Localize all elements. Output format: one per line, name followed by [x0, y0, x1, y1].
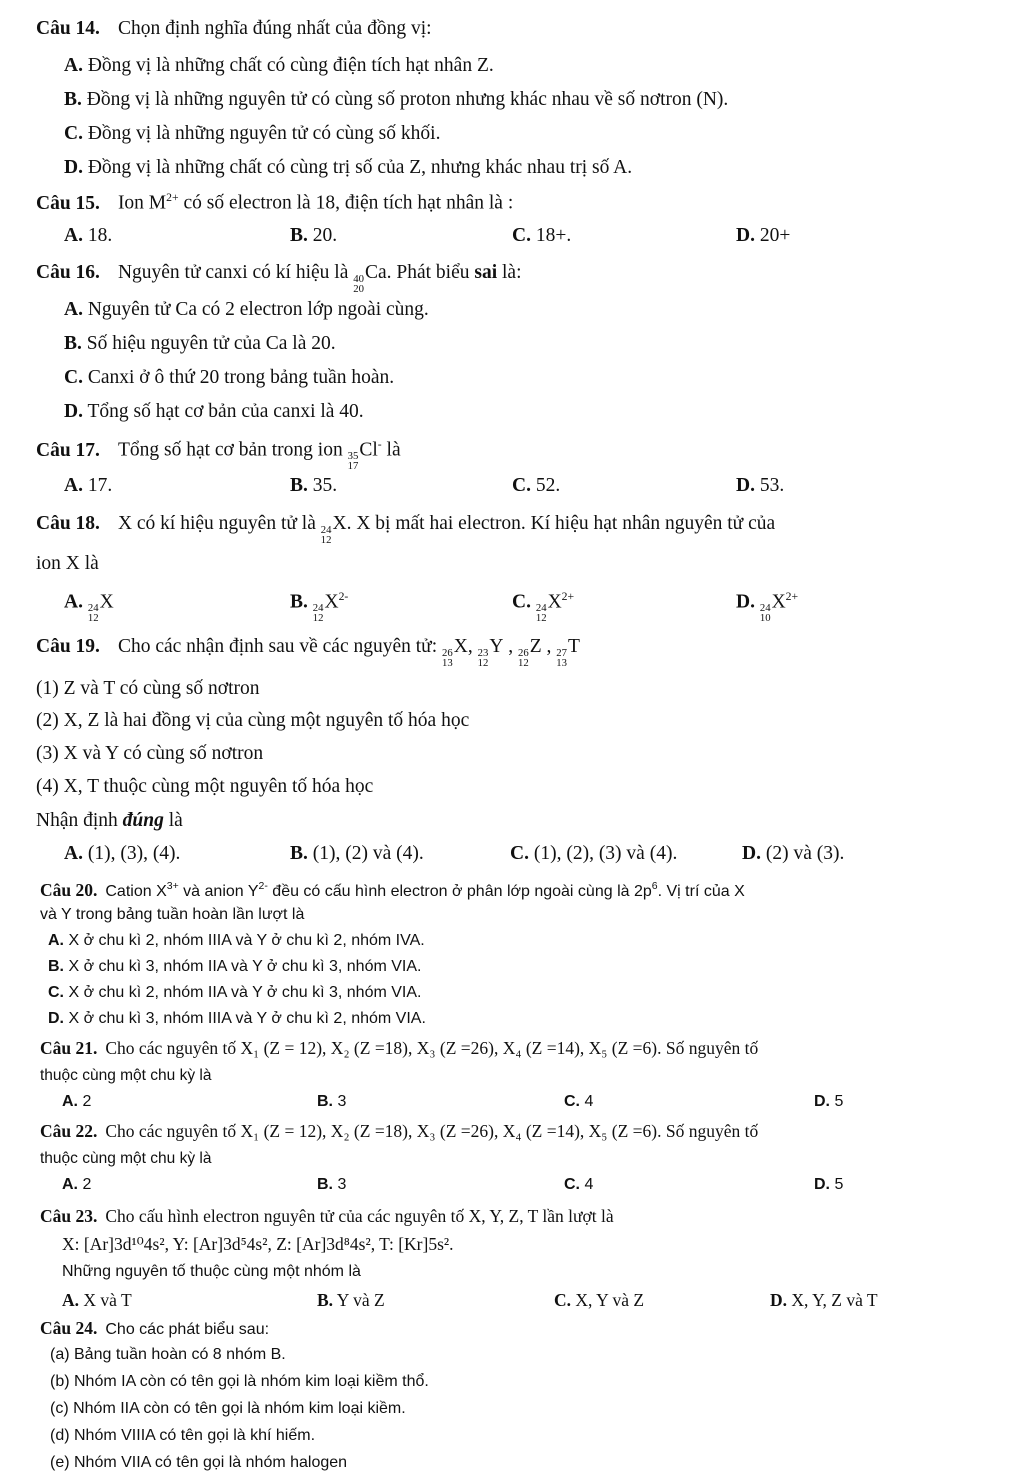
q14-option-a-label: A. [64, 55, 83, 76]
q21-option-d[interactable] [814, 1093, 843, 1111]
q14-option-b[interactable] [64, 89, 728, 111]
q23-option-a-label: A. [62, 1290, 80, 1310]
q21-option-d-text: 5 [834, 1093, 844, 1110]
q21-option-c-text: 4 [584, 1093, 594, 1110]
q23-t-config: [Kr]5s². [398, 1234, 454, 1254]
q21-label: Câu 21. [40, 1038, 98, 1058]
q15-stem-b: có số electron là 18, điện tích hạt nhân là : [178, 192, 514, 214]
q14-option-c-label: C. [64, 123, 83, 144]
q18-nuclide [321, 513, 347, 545]
q18-option-a-z: 12 [87, 612, 99, 625]
q14-option-d-text: Đồng vị là những chất có cùng trị số của Z, nhưng khác nhau trị số A. [87, 157, 633, 178]
q19-option-b[interactable] [290, 843, 424, 865]
q16-stem-b: . Phát biểu [386, 262, 475, 283]
q15-option-a-text: 18. [87, 225, 113, 246]
q16-option-c-text: Canxi ở ô thứ 20 trong bảng tuần hoàn. [87, 367, 395, 388]
q17-option-c[interactable] [512, 475, 560, 497]
q17-option-b[interactable] [290, 475, 337, 497]
q19-prompt-b: là [163, 810, 183, 831]
q17-option-b-label: B. [290, 475, 308, 496]
q18-option-d[interactable] [736, 590, 798, 624]
q22-option-c[interactable] [564, 1176, 593, 1194]
q17-nuc-mass: 35 [347, 450, 359, 463]
q20-option-b-text: X ở chu kì 3, nhóm IIA và Y ở chu kì 3, nhóm VIA. [68, 958, 422, 975]
q16-option-d-label: D. [64, 401, 83, 422]
q21-option-b-text: 3 [337, 1093, 347, 1110]
q19-nuclide-t-z: 13 [556, 656, 568, 669]
q19-option-c-label: C. [510, 843, 529, 864]
q18-option-c-z: 12 [535, 612, 547, 625]
q18-nuc-mass: 24 [320, 523, 332, 536]
q20-option-c[interactable] [48, 984, 421, 1002]
q16-stem-a: Nguyên tử canxi có kí hiệu là [117, 262, 354, 283]
q17-stem-a: Tổng số hạt cơ bản trong ion [117, 439, 348, 461]
q19-statement-4: (4) X, T thuộc cùng một nguyên tố hóa học [36, 776, 374, 797]
q22-option-c-text: 4 [584, 1176, 594, 1193]
q20-option-a-label: A. [48, 932, 64, 949]
q18-option-a-label: A. [64, 591, 83, 613]
q18-option-d-label: D. [736, 591, 755, 613]
q15-stem-sup: 2+ [166, 191, 179, 204]
q15-option-d-text: 20+ [759, 225, 791, 246]
q19-nuclide-y-z: 12 [477, 656, 489, 669]
q19-option-a[interactable] [64, 843, 180, 865]
q23-option-d-label: D. [770, 1290, 788, 1310]
q18-option-c-label: C. [512, 591, 531, 613]
q19-option-c-text: (1), (2), (3) và (4). [533, 843, 678, 864]
q23-option-a-text: X và T [83, 1290, 132, 1310]
q20-sup1: 3+ [166, 880, 179, 893]
q18-option-b-sym: X [324, 591, 339, 613]
q19-nuclide-y-sym: Y [489, 636, 504, 657]
q18-label: Câu 18. [36, 513, 100, 534]
q16-nuc-mass: 40 [353, 272, 364, 285]
q22-option-d-label: D. [814, 1176, 830, 1193]
q23-z-label: , Z: [267, 1234, 297, 1254]
q20-stem-d: . Vị trí của X [657, 883, 745, 900]
q17-nuc-z: 17 [347, 460, 359, 473]
q18-option-c[interactable] [512, 590, 574, 624]
q18-option-c-charge: 2+ [561, 590, 575, 603]
q19-option-d-text: (2) và (3). [765, 843, 845, 864]
q22-option-c-label: C. [564, 1176, 580, 1193]
q18-nuc-z: 12 [320, 533, 332, 546]
q23-label: Câu 23. [40, 1206, 98, 1226]
q16-nuc-z: 20 [353, 282, 364, 295]
q14-option-c-text: Đồng vị là những nguyên tử có cùng số khối. [87, 123, 441, 144]
q16-option-b-text: Số hiệu nguyên tử của Ca là 20. [86, 333, 336, 354]
q18-option-b-nuclide [313, 590, 349, 624]
q18-option-b-z: 12 [312, 612, 324, 625]
q18-option-a-nuclide [88, 590, 114, 624]
q16-stem-line [36, 262, 522, 294]
q18-option-d-z: 10 [759, 612, 771, 625]
q22-stem-line2: thuộc cùng một chu kỳ là [40, 1150, 212, 1167]
q23-option-c-text: X, Y và Z [575, 1290, 645, 1310]
q17-option-d[interactable] [736, 475, 784, 497]
q23-t-label: , T: [370, 1234, 399, 1254]
q16-option-a-label: A. [64, 299, 83, 320]
q19-statement-2: (2) X, Z là hai đồng vị của cùng một nguyên tố hóa học [36, 710, 470, 731]
q19-nuclide-y-mass: 23 [477, 646, 489, 659]
q19-option-a-text: (1), (3), (4). [87, 843, 181, 864]
q24-label: Câu 24. [40, 1318, 98, 1338]
q19-option-b-label: B. [290, 843, 308, 864]
q16-option-c-label: C. [64, 367, 83, 388]
q15-option-b-text: 20. [312, 225, 338, 246]
q18-option-d-nuclide [760, 590, 798, 624]
q15-label: Câu 15. [36, 192, 100, 214]
q22-option-a-text: 2 [82, 1176, 92, 1193]
q16-nuc-sym: Ca [364, 262, 387, 283]
q17-option-c-label: C. [512, 475, 531, 496]
q15-option-d-label: D. [736, 225, 755, 246]
q23-option-a[interactable] [62, 1290, 132, 1311]
q16-option-a[interactable] [64, 299, 429, 321]
q20-option-c-label: C. [48, 984, 64, 1001]
q19-stem: Cho các nhận định sau về các nguyên tử: [117, 636, 438, 657]
q18-option-b-charge: 2- [338, 590, 349, 603]
q16-label: Câu 16. [36, 262, 100, 283]
q14-option-b-text: Đồng vị là những nguyên tử có cùng số proton nhưng khác nhau về số nơtron (N). [86, 89, 729, 110]
q24-statement-b: (b) Nhóm IA còn có tên gọi là nhóm kim loại kiềm thổ. [50, 1373, 429, 1390]
q22-option-d[interactable] [814, 1176, 843, 1194]
q17-option-a[interactable] [64, 475, 112, 497]
q22-option-d-text: 5 [834, 1176, 844, 1193]
q23-y-label: , Y: [164, 1234, 193, 1254]
q17-nuc-charge: - [377, 438, 382, 451]
q18-option-c-mass: 24 [535, 602, 547, 615]
q22-option-b-text: 3 [337, 1176, 347, 1193]
q19-option-c[interactable] [510, 843, 677, 865]
q18-option-b-mass: 24 [312, 602, 324, 615]
q16-option-b-label: B. [64, 333, 82, 354]
q19-nuclide-x-sym: X [453, 636, 468, 657]
q18-option-d-sym: X [771, 591, 786, 613]
q19-label: Câu 19. [36, 636, 100, 657]
q22-option-b[interactable] [317, 1176, 346, 1194]
q15-option-c-label: C. [512, 225, 531, 246]
q17-option-a-text: 17. [87, 475, 113, 496]
q19-option-b-text: (1), (2) và (4). [312, 843, 424, 864]
q15-stem-line [36, 191, 513, 215]
q17-label: Câu 17. [36, 439, 100, 461]
q18-option-a-mass: 24 [87, 602, 99, 615]
q22-stem-line [40, 1121, 758, 1141]
q16-stem-c: là: [497, 262, 522, 283]
q18-option-c-nuclide [536, 590, 574, 624]
q14-label: Câu 14. [36, 18, 100, 39]
q17-nuclide [348, 438, 382, 472]
q15-option-c-text: 18+. [535, 225, 572, 246]
q24-statement-d: (d) Nhóm VIIIA có tên gọi là khí hiếm. [50, 1427, 316, 1444]
q17-stem-line [36, 438, 401, 472]
q19-option-a-label: A. [64, 843, 83, 864]
q17-option-c-text: 52. [535, 475, 561, 496]
q21-option-a-text: 2 [82, 1093, 92, 1110]
q17-option-d-text: 53. [759, 475, 785, 496]
q21-stem-line2: thuộc cùng một chu kỳ là [40, 1067, 212, 1084]
q23-option-c-label: C. [554, 1290, 572, 1310]
q16-nuclide [353, 262, 386, 294]
q20-sup2: 2- [258, 880, 268, 893]
q23-x-config: [Ar]3d¹⁰4s² [83, 1234, 165, 1254]
q19-nuclide-t-mass: 27 [556, 646, 568, 659]
q20-stem-a: Cation X [105, 883, 167, 900]
q18-option-c-sym: X [547, 591, 562, 613]
q21-stem: Cho các nguyên tố X₁ (Z = 12), X₂ (Z =18), X₃ (Z =26), X₄ (Z =14), X₅ (Z =6). Số nguyên tố [105, 1038, 759, 1058]
q22-option-a-label: A. [62, 1176, 78, 1193]
q18-option-b-label: B. [290, 591, 308, 613]
q23-option-c[interactable] [554, 1290, 644, 1311]
q19-stem-line: Câu 19. Cho các nhận định sau về các nguyên tử: 26 13 X, 23 12 Y , 26 12 Z , 27 13 T [36, 636, 580, 669]
q21-option-a[interactable] [62, 1093, 91, 1111]
q20-label: Câu 20. [40, 880, 98, 900]
q23-option-d[interactable] [770, 1290, 878, 1311]
q23-configs [62, 1234, 454, 1254]
q18-stem-a: X có kí hiệu nguyên tử là [117, 513, 321, 534]
q24-statement-a: (a) Bảng tuần hoàn có 8 nhóm B. [50, 1346, 286, 1363]
q21-option-b[interactable] [317, 1093, 346, 1111]
q23-x-label: X: [62, 1234, 84, 1254]
q14-stem: Chọn định nghĩa đúng nhất của đồng vị: [117, 18, 432, 39]
q20-option-a[interactable] [48, 932, 425, 950]
q16-option-d-text: Tổng số hạt cơ bản của canxi là 40. [87, 401, 364, 422]
q22-stem: Cho các nguyên tố X₁ (Z = 12), X₂ (Z =18), X₃ (Z =26), X₄ (Z =14), X₅ (Z =6). Số nguyên tố [105, 1121, 759, 1141]
q16-option-a-text: Nguyên tử Ca có 2 electron lớp ngoài cùng. [87, 299, 429, 320]
q20-stem-line2: và Y trong bảng tuần hoàn lần lượt là [40, 906, 305, 923]
q20-option-d-label: D. [48, 1010, 64, 1027]
q23-z-config: [Ar]3d⁸4s² [296, 1234, 371, 1254]
q16-stem-bold: sai [474, 262, 498, 283]
q20-stem-b: và anion Y [178, 883, 259, 900]
q20-option-c-text: X ở chu kì 2, nhóm IIA và Y ở chu kì 3, nhóm VIA. [68, 984, 422, 1001]
q15-option-b[interactable] [290, 225, 337, 247]
q23-option-b-text: Y và Z [336, 1290, 385, 1310]
q19-nuclide-t [556, 636, 580, 668]
q20-option-b[interactable] [48, 958, 421, 976]
q22-option-a[interactable] [62, 1176, 91, 1194]
q19-prompt-a: Nhận định [36, 810, 123, 831]
q19-nuclide-x-z: 13 [442, 656, 453, 669]
q19-option-d-label: D. [742, 843, 761, 864]
q18-option-a-sym: X [99, 591, 114, 613]
q15-option-a-label: A. [64, 225, 83, 246]
q15-stem-a: Ion M [117, 192, 167, 214]
q22-label: Câu 22. [40, 1121, 98, 1141]
q18-stem-line2: ion X là [36, 553, 99, 574]
q21-stem-line [40, 1038, 758, 1058]
q24-statement-c: (c) Nhóm IIA còn có tên gọi là nhóm kim loại kiềm. [50, 1400, 406, 1417]
q21-option-b-label: B. [317, 1093, 333, 1110]
q14-option-c[interactable] [64, 123, 440, 145]
q19-nuclide-y [478, 636, 504, 668]
q14-option-a-text: Đồng vị là những chất có cùng điện tích hạt nhân Z. [87, 55, 494, 76]
q19-nuclide-z-mass: 26 [518, 646, 529, 659]
q19-nuclide-t-sym: T [568, 636, 580, 657]
q16-option-c[interactable] [64, 367, 394, 389]
q18-option-d-charge: 2+ [785, 590, 799, 603]
q20-option-b-label: B. [48, 958, 64, 975]
q15-option-d[interactable] [736, 225, 790, 247]
q19-statement-1: (1) Z và T có cùng số nơtron [36, 678, 260, 699]
q17-nuc-sym: Cl [359, 439, 378, 461]
q14-option-d[interactable] [64, 157, 632, 179]
q19-nuclide-x [442, 636, 468, 668]
q16-option-d[interactable] [64, 401, 364, 423]
q19-prompt [36, 810, 183, 832]
q21-option-a-label: A. [62, 1093, 78, 1110]
q17-option-a-label: A. [64, 475, 83, 496]
q23-option-b-label: B. [317, 1290, 334, 1310]
q14-option-b-label: B. [64, 89, 82, 110]
q18-option-b[interactable] [290, 590, 348, 624]
q24-stem-line [40, 1318, 269, 1339]
q18-option-d-mass: 24 [759, 602, 771, 615]
q15-option-b-label: B. [290, 225, 308, 246]
q23-prompt: Những nguyên tố thuộc cùng một nhóm là [62, 1263, 361, 1280]
q14-option-d-label: D. [64, 157, 83, 178]
q16-option-b[interactable] [64, 333, 336, 355]
q20-sup3: 6 [651, 880, 658, 893]
q19-nuclide-z-sym: Z [529, 636, 542, 657]
q17-stem-b: là [381, 439, 401, 461]
q15-option-c[interactable] [512, 225, 571, 247]
q17-option-d-label: D. [736, 475, 755, 496]
q23-option-b[interactable] [317, 1290, 385, 1311]
q18-nuc-sym: X [332, 513, 347, 534]
q20-option-d[interactable] [48, 1010, 426, 1028]
q19-statement-3: (3) X và Y có cùng số nơtron [36, 743, 264, 764]
q24-statement-e: (e) Nhóm VIIA có tên gọi là nhóm halogen [50, 1454, 348, 1471]
q18-stem-line [36, 513, 775, 545]
q18-stem-b: . X bị mất hai electron. Kí hiệu hạt nhân nguyên tử của [346, 513, 776, 534]
q23-option-d-text: X, Y, Z và T [791, 1290, 878, 1310]
q17-option-b-text: 35. [312, 475, 338, 496]
q14-stem-line [36, 18, 432, 40]
q14-option-a[interactable] [64, 55, 494, 77]
q20-option-d-text: X ở chu kì 3, nhóm IIIA và Y ở chu kì 2, nhóm VIA. [68, 1010, 426, 1027]
q21-option-d-label: D. [814, 1093, 830, 1110]
q19-nuclide-z [518, 636, 542, 668]
q20-stem-line [40, 880, 745, 901]
q20-option-a-text: X ở chu kì 2, nhóm IIIA và Y ở chu kì 2, nhóm IVA. [68, 932, 425, 949]
q23-stem: Cho cấu hình electron nguyên tử của các nguyên tố X, Y, Z, T lần lượt là [105, 1206, 614, 1226]
q19-nuclide-z-z: 12 [518, 656, 529, 669]
q21-option-c-label: C. [564, 1093, 580, 1110]
q21-option-c[interactable] [564, 1093, 593, 1111]
q15-option-a[interactable] [64, 225, 112, 247]
q19-nuclide-x-mass: 26 [442, 646, 453, 659]
q24-stem: Cho các phát biểu sau: [105, 1321, 270, 1338]
q18-option-a[interactable] [64, 590, 114, 624]
q23-stem-line [40, 1206, 614, 1226]
q20-stem-c: đều có cấu hình electron ở phân lớp ngoài cùng là 2p [267, 883, 652, 900]
q22-option-b-label: B. [317, 1176, 333, 1193]
q19-option-d[interactable] [742, 843, 844, 865]
q19-prompt-bold: đúng [122, 810, 164, 831]
q23-y-config: [Ar]3d⁵4s² [192, 1234, 268, 1254]
